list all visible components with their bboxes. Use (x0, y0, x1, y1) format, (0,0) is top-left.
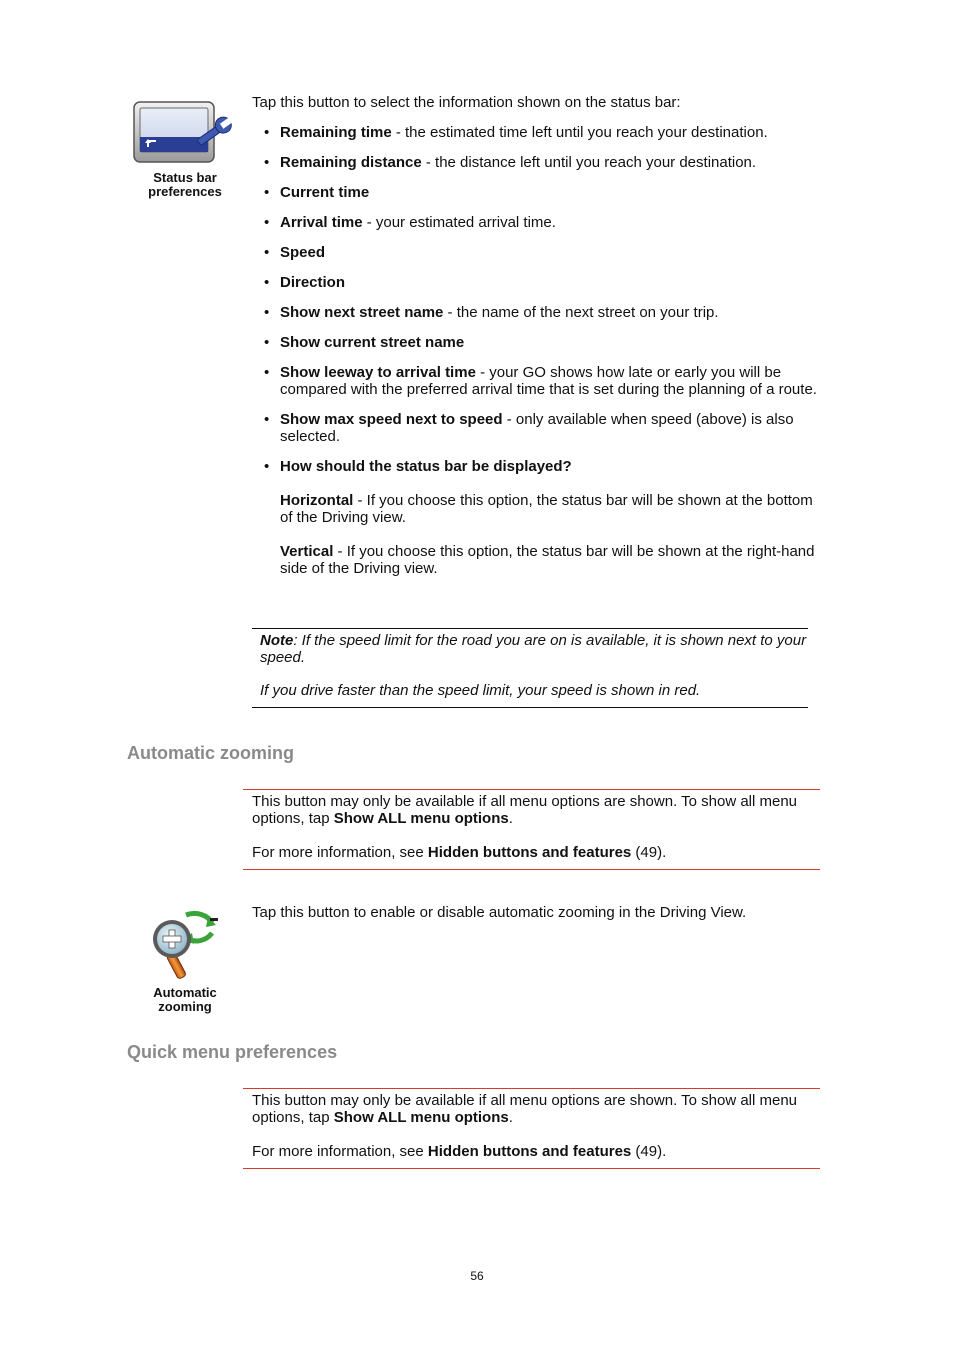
automatic-zooming-heading: Automatic zooming (127, 743, 294, 763)
list-item: • Current time (263, 184, 823, 201)
list-item: • How should the status bar be displayed? Horizontal - If you choose this option, the status bar will be shown at the bottom of the Driving view. Vertical - If you choose this option, the status bar will be shown at the right-hand side of the Driving view. (263, 458, 823, 577)
list-item: • Remaining distance - the distance left until you reach your destination. (263, 154, 823, 171)
quick-menu-preferences-heading: Quick menu preferences (127, 1042, 338, 1062)
automatic-zooming-hidden-notice: This button may only be available if all menu options are shown. To show all menu options, tap Show ALL menu options. For more information, see Hidden buttons and features (49). (243, 789, 820, 870)
list-item: • Direction (263, 274, 823, 291)
list-item: • Show next street name - the name of the next street on your trip. (263, 304, 823, 321)
status-bar-preferences-caption: Status bar preferences (148, 170, 222, 199)
list-item: • Arrival time - your estimated arrival time. (263, 214, 823, 231)
vertical-option-text: Vertical - If you choose this option, the status bar will be shown at the right-hand side of the Driving view. (280, 543, 815, 577)
list-item: • Show current street name (263, 334, 823, 351)
speed-limit-note: Note: If the speed limit for the road you are on is available, it is shown next to your speed. If you drive faster than the speed limit, your speed is shown in red. (252, 628, 808, 708)
list-item: • Remaining time - the estimated time left until you reach your destination. (263, 124, 823, 141)
magnifier-zoom-icon (148, 909, 222, 983)
status-bar-options-list (263, 124, 823, 590)
automatic-zooming-description: Tap this button to enable or disable automatic zooming in the Driving View. (252, 904, 747, 921)
note-label: Note (260, 632, 294, 649)
automatic-zooming-caption: Automatic zooming (153, 985, 217, 1014)
quick-menu-hidden-notice: This button may only be available if all menu options are shown. To show all menu options, tap Show ALL menu options. For more information, see Hidden buttons and features (49). (243, 1088, 820, 1169)
page-number: 56 (470, 1269, 484, 1283)
list-item: • Show max speed next to speed - only available when speed (above) is also selected. (263, 411, 823, 445)
list-item: • Speed (263, 244, 823, 261)
status-bar-intro: Tap this button to select the information shown on the status bar: (252, 94, 681, 111)
status-bar-preferences-icon (132, 100, 238, 166)
list-item: • Show leeway to arrival time - your GO shows how late or early you will be compared with the preferred arrival time that is set during the planning of a route. (263, 364, 823, 398)
horizontal-option-text: Horizontal - If you choose this option, the status bar will be shown at the bottom of the Driving view. (280, 492, 813, 526)
